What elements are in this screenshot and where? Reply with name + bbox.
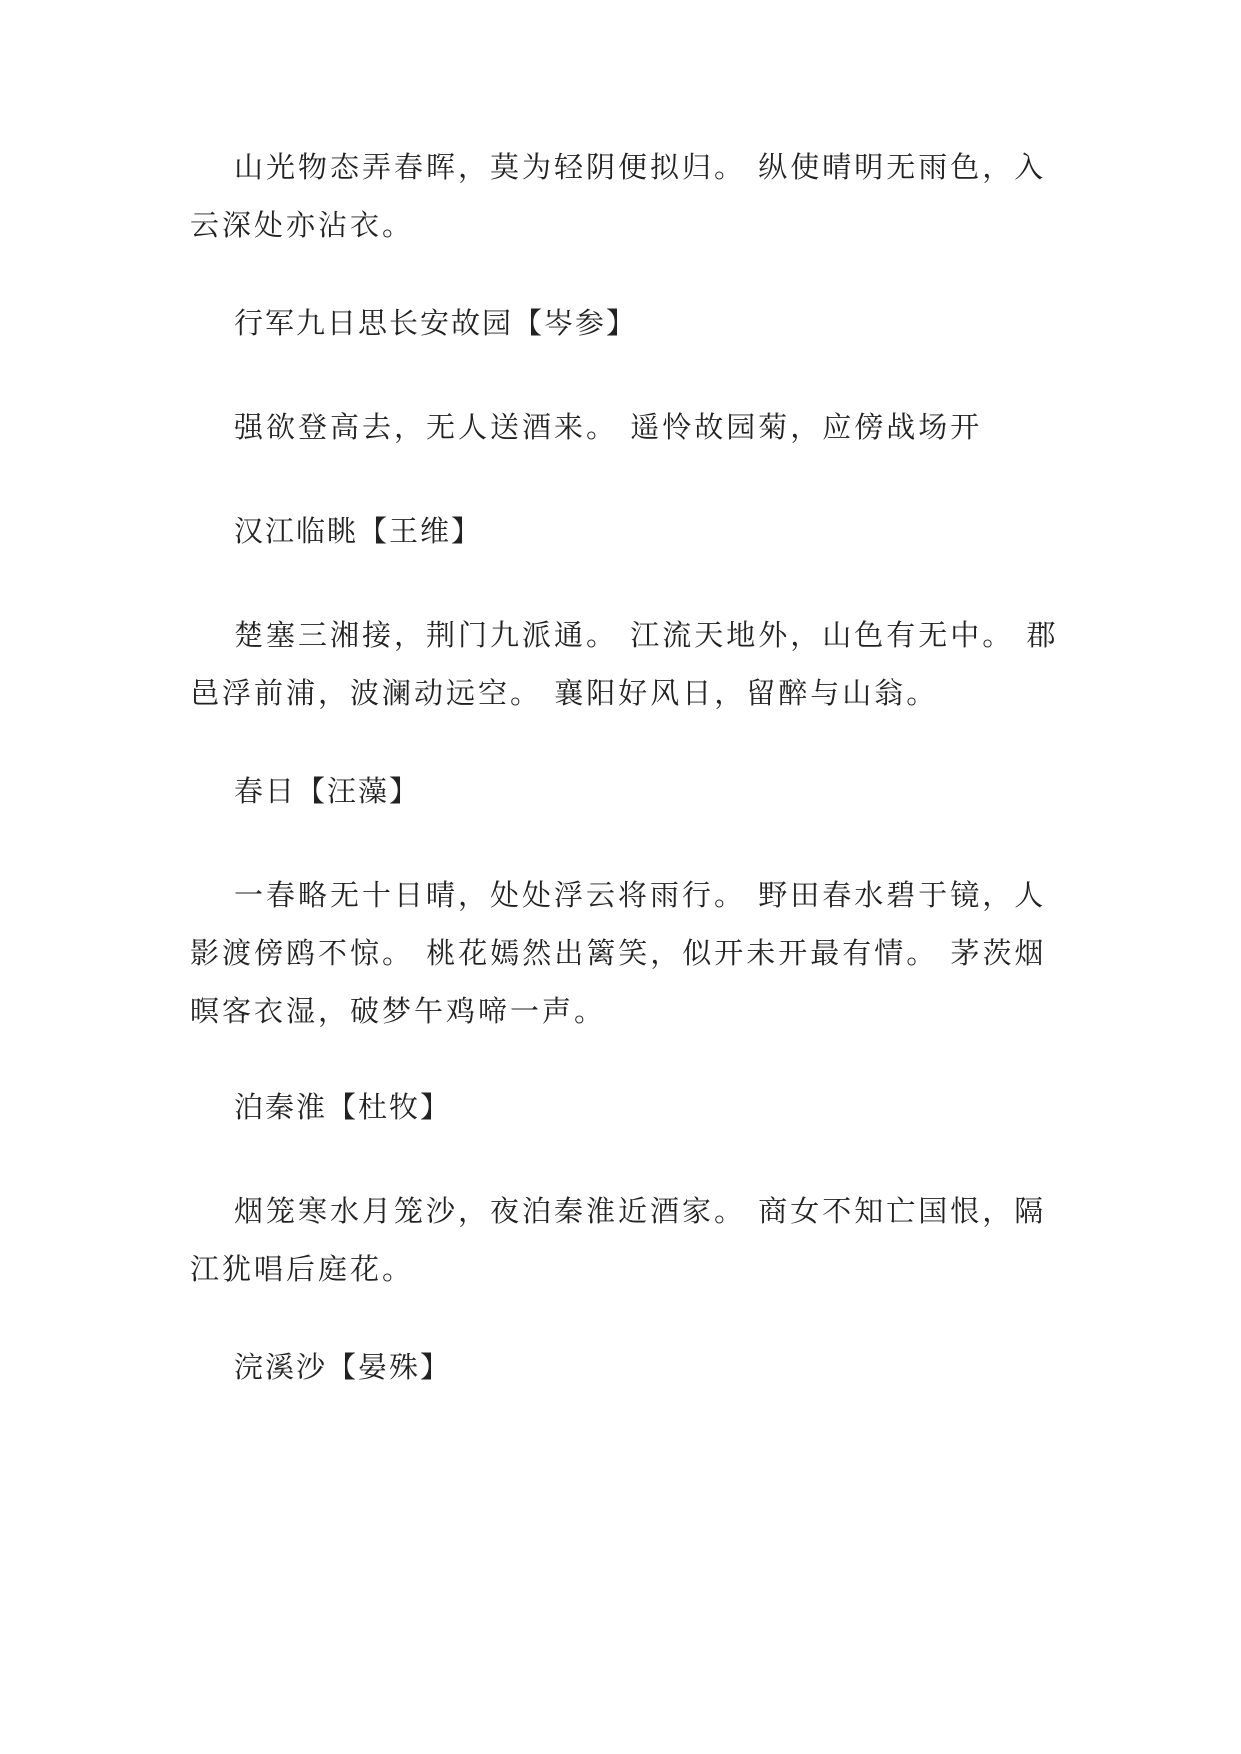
poem-verse: 楚塞三湘接，荆门九派通。 江流天地外，山色有无中。 郡邑浮前浦，波澜动远空。 襄阳好风日，留醉与山翁。	[190, 618, 1059, 710]
poem-verse: 强欲登高去，无人送酒来。 遥怜故园菊，应傍战场开	[234, 410, 983, 444]
poem-verse: 一春略无十日晴，处处浮云将雨行。 野田春水碧于镜，人影渡傍鸥不惊。 桃花嫣然出篱笑，似开未开最有情。 茅茨烟暝客衣湿，破梦午鸡啼一声。	[190, 878, 1047, 1028]
poem-title: 行军九日思长安故园【岑参】	[234, 306, 638, 340]
poem-title: 春日【汪藻】	[234, 774, 421, 808]
poem-title: 浣溪沙【晏殊】	[234, 1350, 452, 1384]
poem-verse: 烟笼寒水月笼沙，夜泊秦淮近酒家。 商女不知亡国恨，隔江犹唱后庭花。	[190, 1194, 1047, 1286]
poem-verse: 山光物态弄春晖，莫为轻阴便拟归。 纵使晴明无雨色，入云深处亦沾衣。	[190, 150, 1047, 242]
poem-title: 汉江临眺【王维】	[234, 514, 483, 548]
poem-title: 泊秦淮【杜牧】	[234, 1090, 452, 1124]
